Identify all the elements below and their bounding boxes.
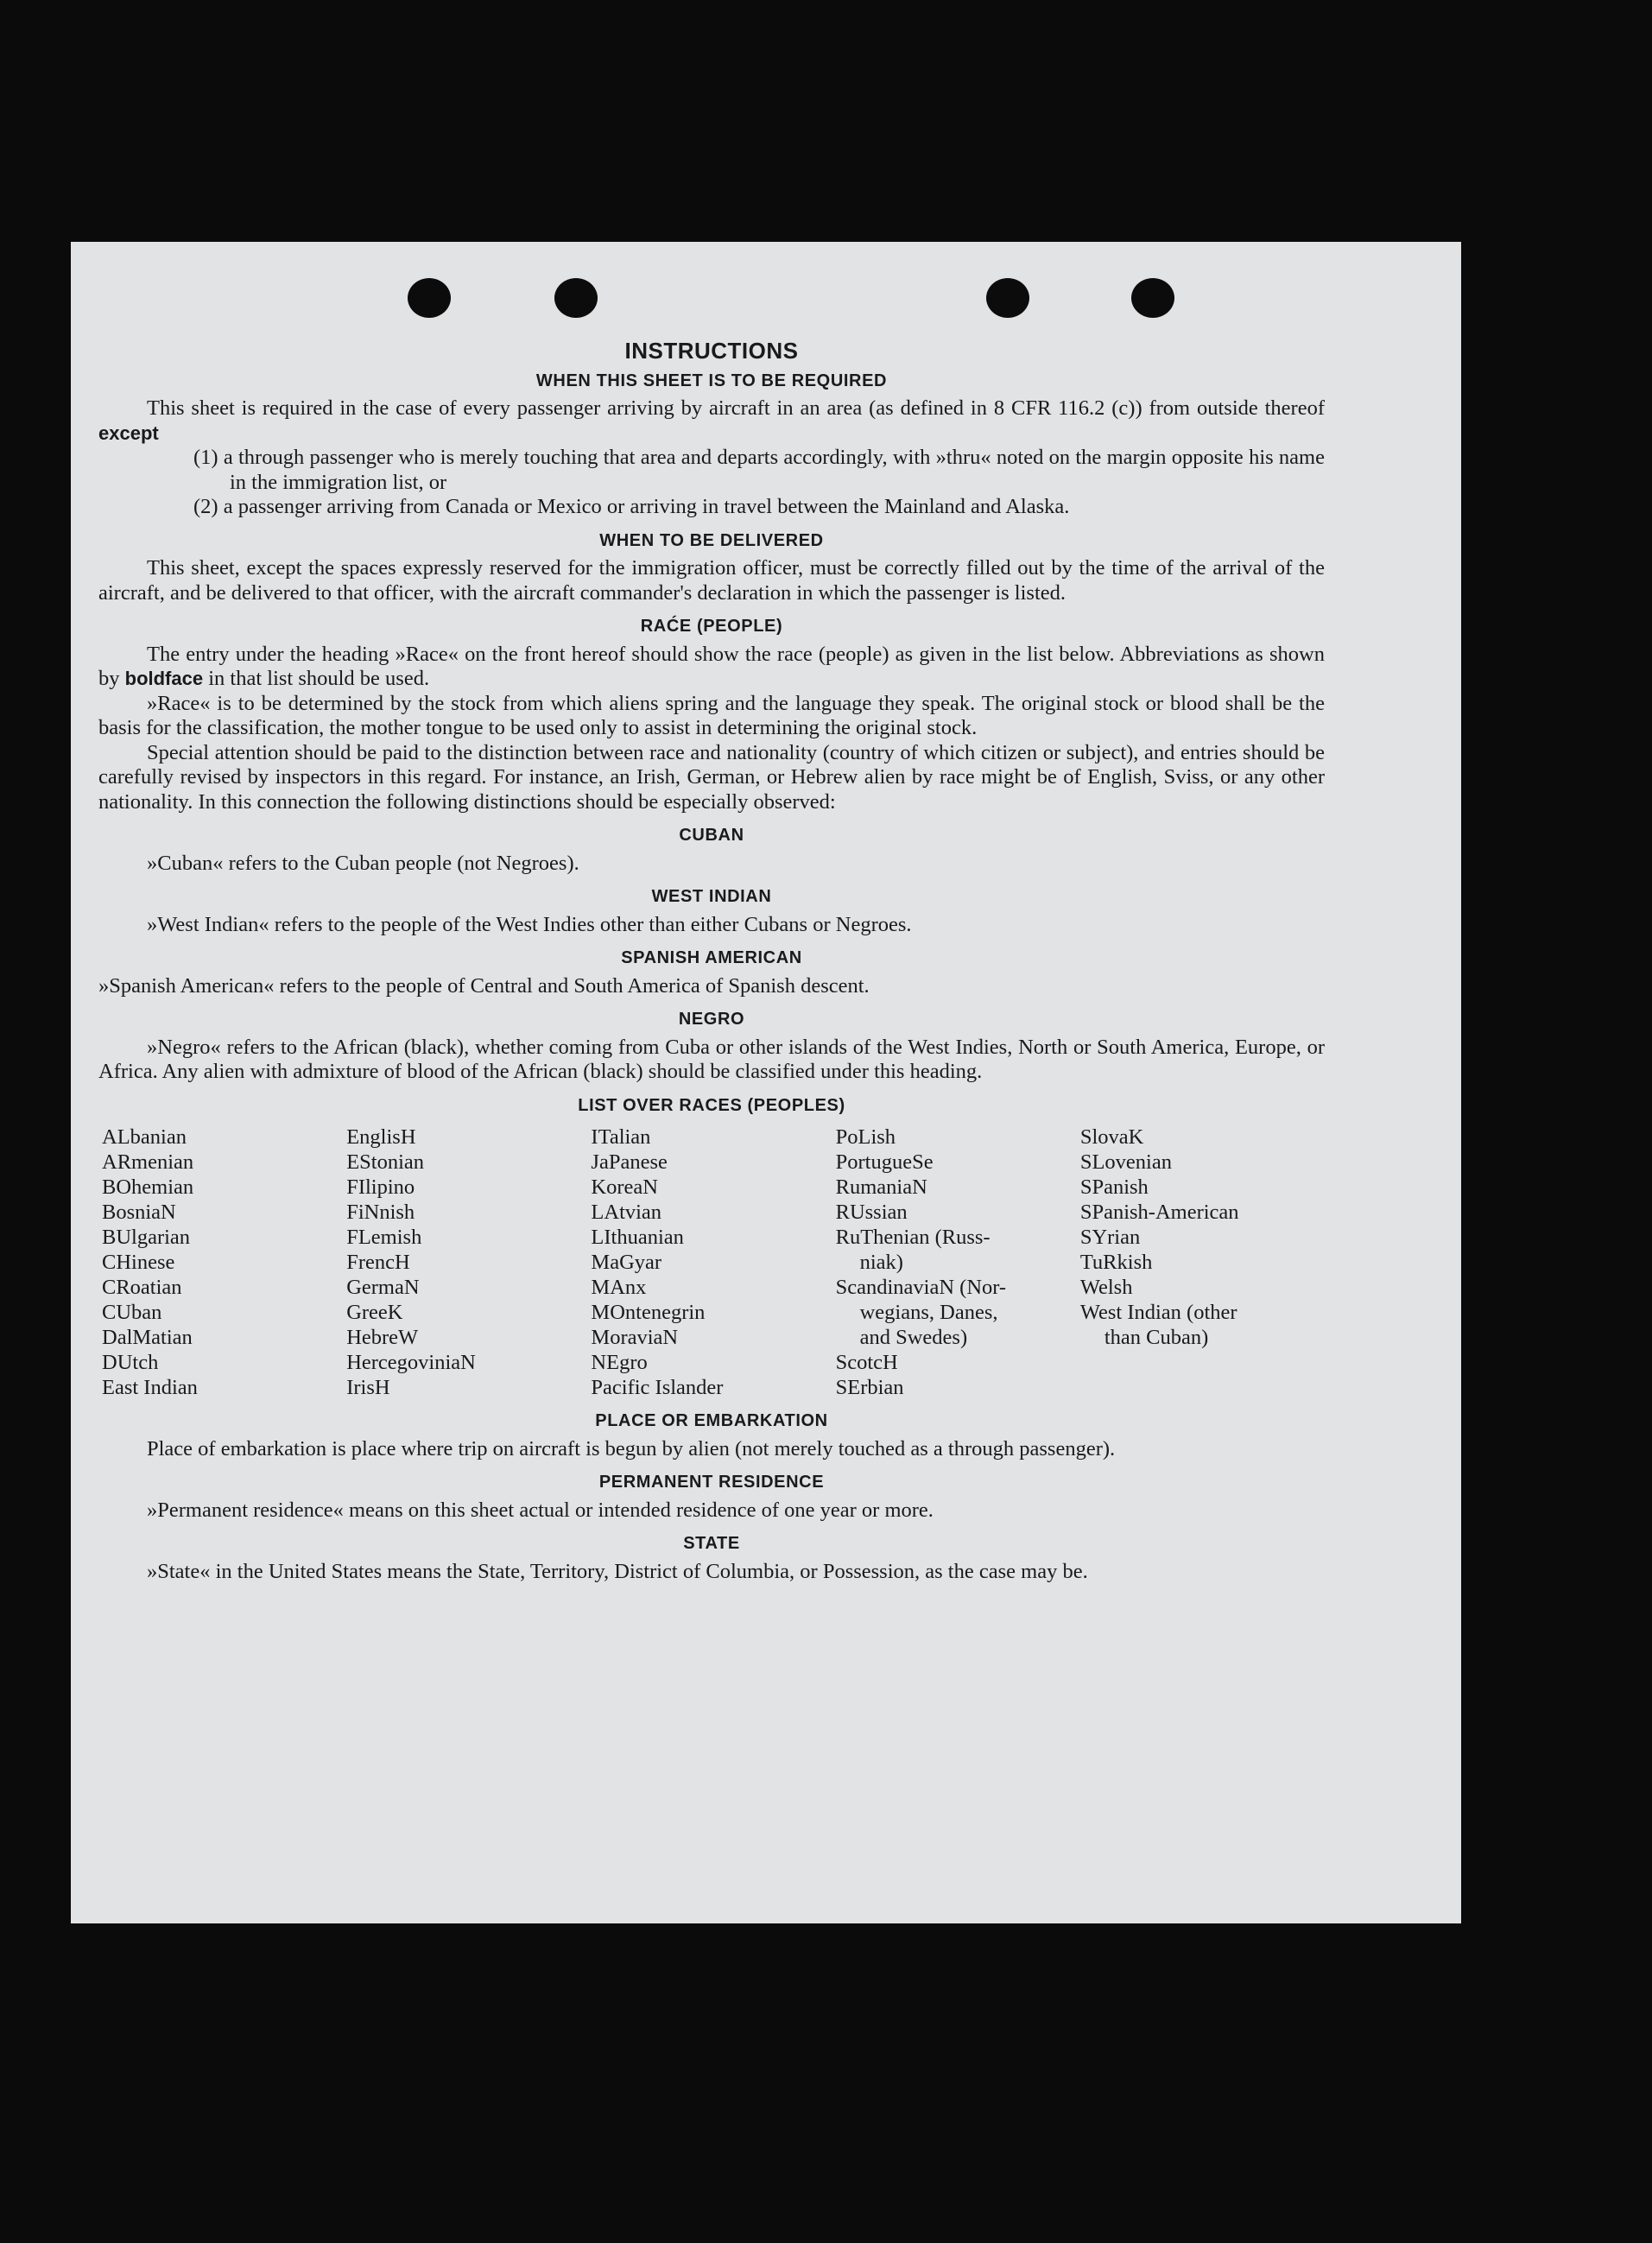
race-entry: EnglisH <box>346 1125 416 1149</box>
section-heading-state: STATE <box>683 1534 740 1553</box>
race-entry: ScotcH <box>835 1351 898 1374</box>
section-heading-race: RAĆE (PEOPLE) <box>640 617 783 636</box>
race-entry: MOntenegrin <box>591 1301 706 1324</box>
race-entry: BosniaN <box>102 1201 176 1224</box>
race-entry: ARmenian <box>102 1150 194 1174</box>
instructions-content <box>98 339 1325 1584</box>
race-entry: RuThenian (Russ- <box>835 1226 991 1249</box>
race-entry: GermaN <box>346 1276 420 1299</box>
race-entry: FrencH <box>346 1251 410 1274</box>
race-entry: Pacific Islander <box>591 1376 724 1399</box>
race-list <box>102 1125 1325 1400</box>
race-entry: CRoatian <box>102 1276 182 1299</box>
race-column-2 <box>346 1125 591 1400</box>
race-entry: RumaniaN <box>835 1175 927 1199</box>
race-entry: JaPanese <box>591 1150 668 1174</box>
negro-text: »Negro« refers to the African (black), whether coming from Cuba or other islands of the West Indies, North or South America, Europe, or Africa. Any alien with admixture of blood of the African (black) should be classified under this heading. <box>98 1035 1325 1083</box>
race-entry: CUban <box>102 1301 162 1324</box>
required-intro <box>98 396 1325 446</box>
race-entry: NEgro <box>591 1351 648 1374</box>
race-entry: IrisH <box>346 1376 390 1399</box>
race-entry: BUlgarian <box>102 1226 191 1249</box>
race-entry: BOhemian <box>102 1175 194 1199</box>
race-entry: EStonian <box>346 1150 425 1174</box>
race-entry-continued: niak) <box>859 1251 903 1274</box>
race-entry: LIthuanian <box>591 1226 684 1249</box>
section-heading-residence: PERMANENT RESIDENCE <box>598 1473 825 1492</box>
punch-hole <box>554 278 598 318</box>
section-heading-cuban: CUBAN <box>679 826 744 845</box>
race-entry: ITalian <box>591 1125 651 1149</box>
section-heading-required: WHEN THIS SHEET IS TO BE REQUIRED <box>535 371 888 390</box>
required-intro-text: This sheet is required in the case of every passenger arriving by aircraft in an area (as defined in 8 CFR 116.2 (c)) from outside thereof <box>147 396 1325 420</box>
race-entry: CHinese <box>102 1251 175 1274</box>
race-entry: MAnx <box>591 1276 647 1299</box>
race-p1-start: The entry under the heading »Race« on the front hereof should show the race (people) as given in the list below. Abbreviations as shown by <box>98 642 1325 690</box>
race-entry: HebreW <box>346 1326 419 1349</box>
race-entry: FiNnish <box>346 1201 415 1224</box>
document-sheet <box>71 242 1461 1923</box>
punch-hole <box>1131 278 1174 318</box>
race-entry: DalMatian <box>102 1326 193 1349</box>
state-text: »State« in the United States means the State, Territory, District of Columbia, or Possession, as the case may be. <box>147 1559 1088 1583</box>
race-entry-continued: than Cuban) <box>1104 1326 1209 1349</box>
race-entry: KoreaN <box>591 1175 658 1199</box>
race-entry-continued: wegians, Danes, <box>859 1301 998 1324</box>
race-entry: RUssian <box>835 1201 908 1224</box>
punch-hole <box>986 278 1029 318</box>
section-heading-spanish-american: SPANISH AMERICAN <box>621 948 802 967</box>
required-intro-bold: except <box>98 421 159 444</box>
race-entry: SYrian <box>1079 1226 1141 1249</box>
residence-text: »Permanent residence« means on this sheet actual or intended residence of one year or more. <box>147 1498 934 1522</box>
race-column-4 <box>836 1125 1080 1400</box>
exception-item-2: (2) a passenger arriving from Canada or Mexico or arriving in travel between the Mainland and Alaska. <box>193 495 1070 518</box>
race-entry: MoraviaN <box>591 1326 679 1349</box>
race-entry-continued: and Swedes) <box>859 1326 968 1349</box>
race-entry: MaGyar <box>591 1251 662 1274</box>
race-entry: SPanish <box>1079 1175 1149 1199</box>
race-entry: SlovaK <box>1079 1125 1144 1149</box>
section-heading-embarkation: PLACE OR EMBARKATION <box>595 1411 828 1430</box>
race-column-5 <box>1080 1125 1325 1400</box>
punch-hole <box>408 278 451 318</box>
race-column-1 <box>102 1125 346 1400</box>
race-entry: SErbian <box>835 1376 904 1399</box>
cuban-text: »Cuban« refers to the Cuban people (not Negroes). <box>147 851 579 875</box>
race-paragraph-2: »Race« is to be determined by the stock from which aliens spring and the language they speak. The original stock or blood shall be the basis for the classification, the mother tongue to be used only to assist in determining the original stock. <box>98 691 1325 739</box>
race-entry: West Indian (other <box>1079 1301 1237 1324</box>
west-indian-text: »West Indian« refers to the people of the West Indies other than either Cubans or Negroes. <box>147 912 912 936</box>
section-heading-delivered: WHEN TO BE DELIVERED <box>599 530 824 550</box>
race-entry: PortugueSe <box>835 1150 934 1174</box>
race-entry: HercegoviniaN <box>346 1351 476 1374</box>
race-entry: FLemish <box>346 1226 422 1249</box>
section-heading-races: LIST OVER RACES (PEOPLES) <box>578 1095 845 1115</box>
race-entry: SLovenian <box>1079 1150 1172 1174</box>
race-entry: ALbanian <box>102 1125 187 1149</box>
race-entry: SPanish-American <box>1079 1201 1239 1224</box>
section-heading-west-indian: WEST INDIAN <box>651 887 772 906</box>
race-paragraph-3: Special attention should be paid to the distinction between race and nationality (country of which citizen or subject), and entries should be carefully revised by inspectors in this regard. For instance, an Irish, German, or Hebrew alien by race might be of English, Sviss, or any other nationality. In this connection the following distinctions should be especially observed: <box>98 740 1325 814</box>
race-p1-bold: boldface <box>124 668 204 689</box>
race-entry: TuRkish <box>1079 1251 1153 1274</box>
race-entry: FIlipino <box>346 1175 415 1199</box>
document-title: INSTRUCTIONS <box>624 338 799 364</box>
race-entry: Welsh <box>1079 1276 1133 1299</box>
race-entry: DUtch <box>102 1351 159 1374</box>
race-entry: East Indian <box>102 1376 198 1399</box>
section-heading-negro: NEGRO <box>678 1010 745 1029</box>
delivered-text: This sheet, except the spaces expressly reserved for the immigration officer, must be correctly filled out by the time of the arrival of the aircraft, and be delivered to that officer, with the aircraft commander's declaration in which the passenger is listed. <box>98 556 1325 605</box>
race-p1-end: in that list should be used. <box>208 667 430 690</box>
race-entry: GreeK <box>346 1301 403 1324</box>
race-column-3 <box>591 1125 835 1400</box>
race-entry: PoLish <box>835 1125 896 1149</box>
embarkation-text: Place of embarkation is place where trip on aircraft is begun by alien (not merely touched as a through passenger). <box>147 1436 1116 1460</box>
race-entry: ScandinaviaN (Nor- <box>835 1276 1007 1299</box>
race-entry: LAtvian <box>591 1201 662 1224</box>
exception-item-1: (1) a through passenger who is merely touching that area and departs accordingly, with »thru« noted on the margin opposite his name in the immigration list, or <box>193 446 1325 494</box>
spanish-american-text: »Spanish American« refers to the people of Central and South America of Spanish descent. <box>98 973 870 998</box>
race-paragraph-1 <box>98 643 1325 692</box>
